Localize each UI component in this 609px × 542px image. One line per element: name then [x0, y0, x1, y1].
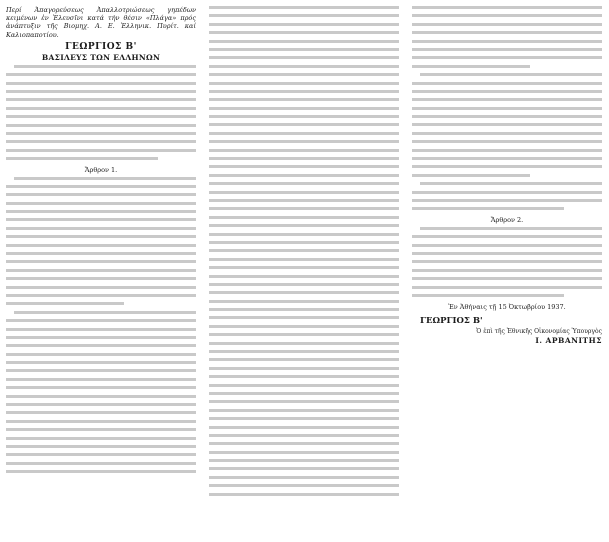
parcel-list-text-block [209, 6, 399, 496]
article-1-text-block [6, 177, 196, 474]
king-subtitle: ΒΑΣΙΛΕΥΣ ΤΩΝ ΕΛΛΗΝΩΝ [41, 52, 161, 62]
signature-king: ΓΕΩΡΓΙΟΣ Β' [420, 315, 483, 326]
minister-title: Ὁ ἐπὶ τῆς Ἐθνικῆς Οἰκονομίας Ὑπουργὸς [476, 327, 602, 335]
preamble-text-block [6, 65, 196, 160]
column-left [6, 6, 196, 536]
minister-signature: Ι. ΑΡΒΑΝΙΤΗΣ [535, 335, 602, 345]
gazette-page [6, 6, 603, 536]
parcel-list-continued-text-block [412, 6, 602, 210]
article-2-text-block [412, 227, 602, 297]
article-1-heading: Ἄρθρον 1. [84, 165, 118, 174]
decree-intro: Περί Ἀπαγορεύσεως Ἀπαλλοτριώσεως γηπέδων κειμένων ἐν Ἑλευσῖνι κατά τήν θέσιν «Πλάγα» πρός ἀνάπτυξιν τῆς Βιομηχ. Α. Ε. Ἑλληνικ. Πυρίτ. καί Καλιοπαποτίου. [6, 6, 196, 39]
article-2-heading: Ἄρθρον 2. [490, 215, 524, 224]
decree-date: Ἐν Ἀθήναις τῇ 15 Ὀκτωβρίου 1937. [448, 302, 566, 311]
column-right [412, 6, 602, 536]
column-middle [209, 6, 399, 536]
king-title: ΓΕΩΡΓΙΟΣ Β' [65, 41, 137, 52]
